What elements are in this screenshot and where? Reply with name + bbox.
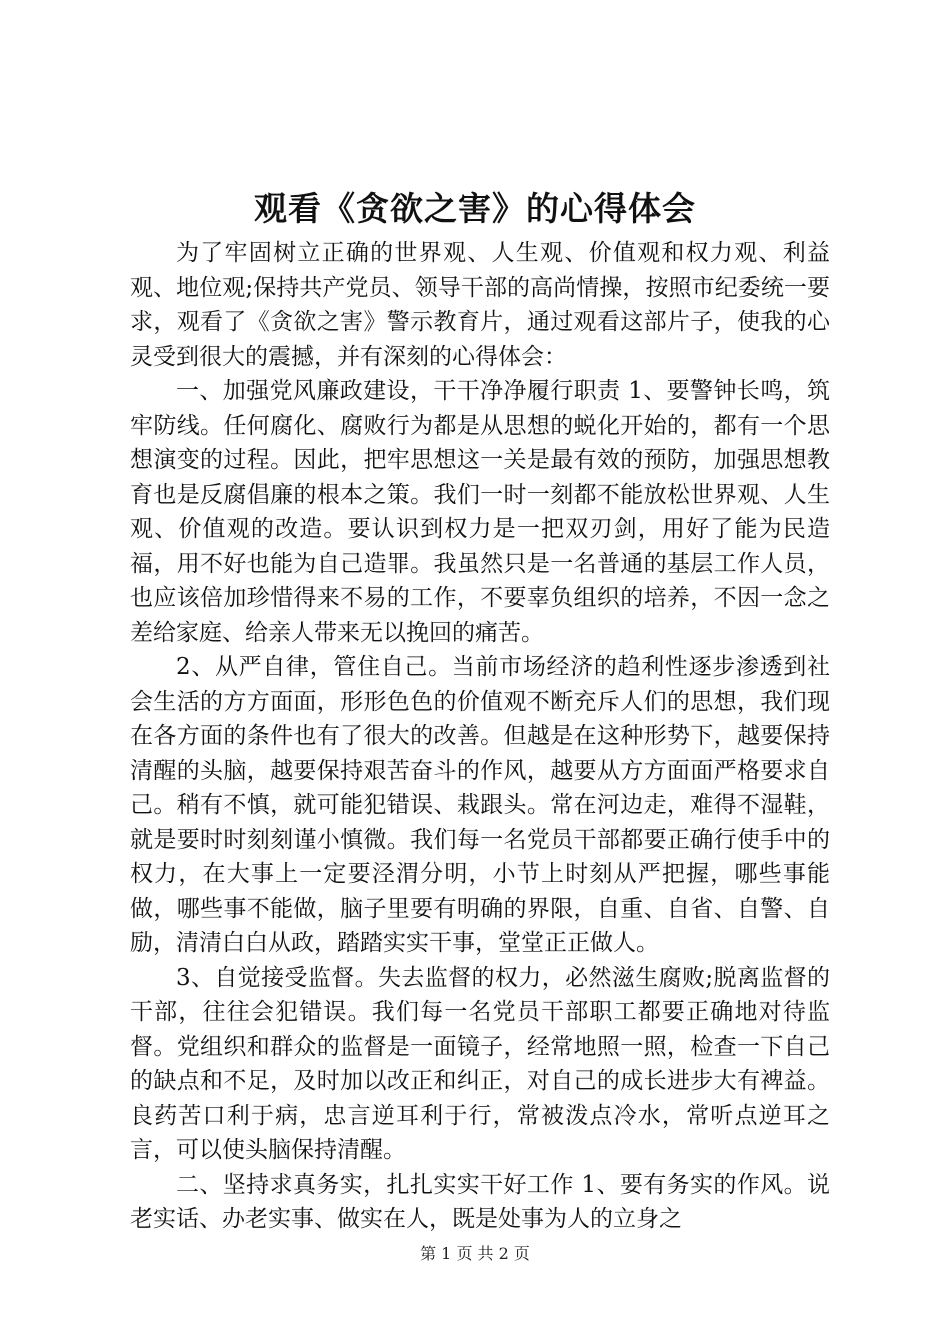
paragraph-section-two: 二、坚持求真务实，扎扎实实干好工作 1、要有务实的作风。说老实话、办老实事、做实在人，既是处事为人的立身之 <box>130 1171 830 1232</box>
document-title: 观看《贪欲之害》的心得体会 <box>254 189 696 228</box>
paragraph-point-two: 2、从严自律，管住自己。当前市场经济的趋利性逐步渗透到社会生活的方方面面，形形色色的价值观不断充斥人们的思想，我们现在各方面的条件也有了很大的改善。但越是在这种形势下，越要保持清醒的头脑，越要保持艰苦奋斗的作风，越要从方方面面严格要求自己。稍有不慎，就可能犯错误、栽跟头。常在河边走，难得不湿鞋，就是要时时刻刻谨小慎微。我们每一名党员干部都要正确行使手中的权力，在大事上一定要泾渭分明，小节上时刻从严把握，哪些事能做，哪些事不能做，脑子里要有明确的界限，自重、自省、自警、自励，清清白白从政，踏踏实实干事，堂堂正正做人。 <box>130 654 830 956</box>
paragraph-point-three: 3、自觉接受监督。失去监督的权力，必然滋生腐败;脱离监督的干部，往往会犯错误。我们每一名党员干部职工都要正确地对待监督。党组织和群众的监督是一面镜子，经常地照一照，检查一下自己的缺点和不足，及时加以改正和纠正，对自己的成长进步大有裨益。良药苦口利于病，忠言逆耳利于行，常被泼点冷水，常听点逆耳之言，可以使头脑保持清醒。 <box>130 964 830 1163</box>
page-number-footer: 第 1 页 共 2 页 <box>420 1244 530 1263</box>
paragraph-section-one: 一、加强党风廉政建设，干干净净履行职责 1、要警钟长鸣，筑牢防线。任何腐化、腐败行为都是从思想的蜕化开始的，都有一个思想演变的过程。因此，把牢思想这一关是最有效的预防，加强思想教育也是反腐倡廉的根本之策。我们一时一刻都不能放松世界观、人生观、价值观的改造。要认识到权力是一把双刃剑，用好了能为民造福，用不好也能为自己造罪。我虽然只是一名普通的基层工作人员，也应该倍加珍惜得来不易的工作，不要辜负组织的培养，不因一念之差给家庭、给亲人带来无以挽回的痛苦。 <box>130 378 830 646</box>
document-body <box>130 236 830 1237</box>
paragraph-intro: 为了牢固树立正确的世界观、人生观、价值观和权力观、利益观、地位观;保持共产党员、领导干部的高尚情操，按照市纪委统一要求，观看了《贪欲之害》警示教育片，通过观看这部片子，使我的心灵受到很大的震撼，并有深刻的心得体会： <box>130 240 830 370</box>
